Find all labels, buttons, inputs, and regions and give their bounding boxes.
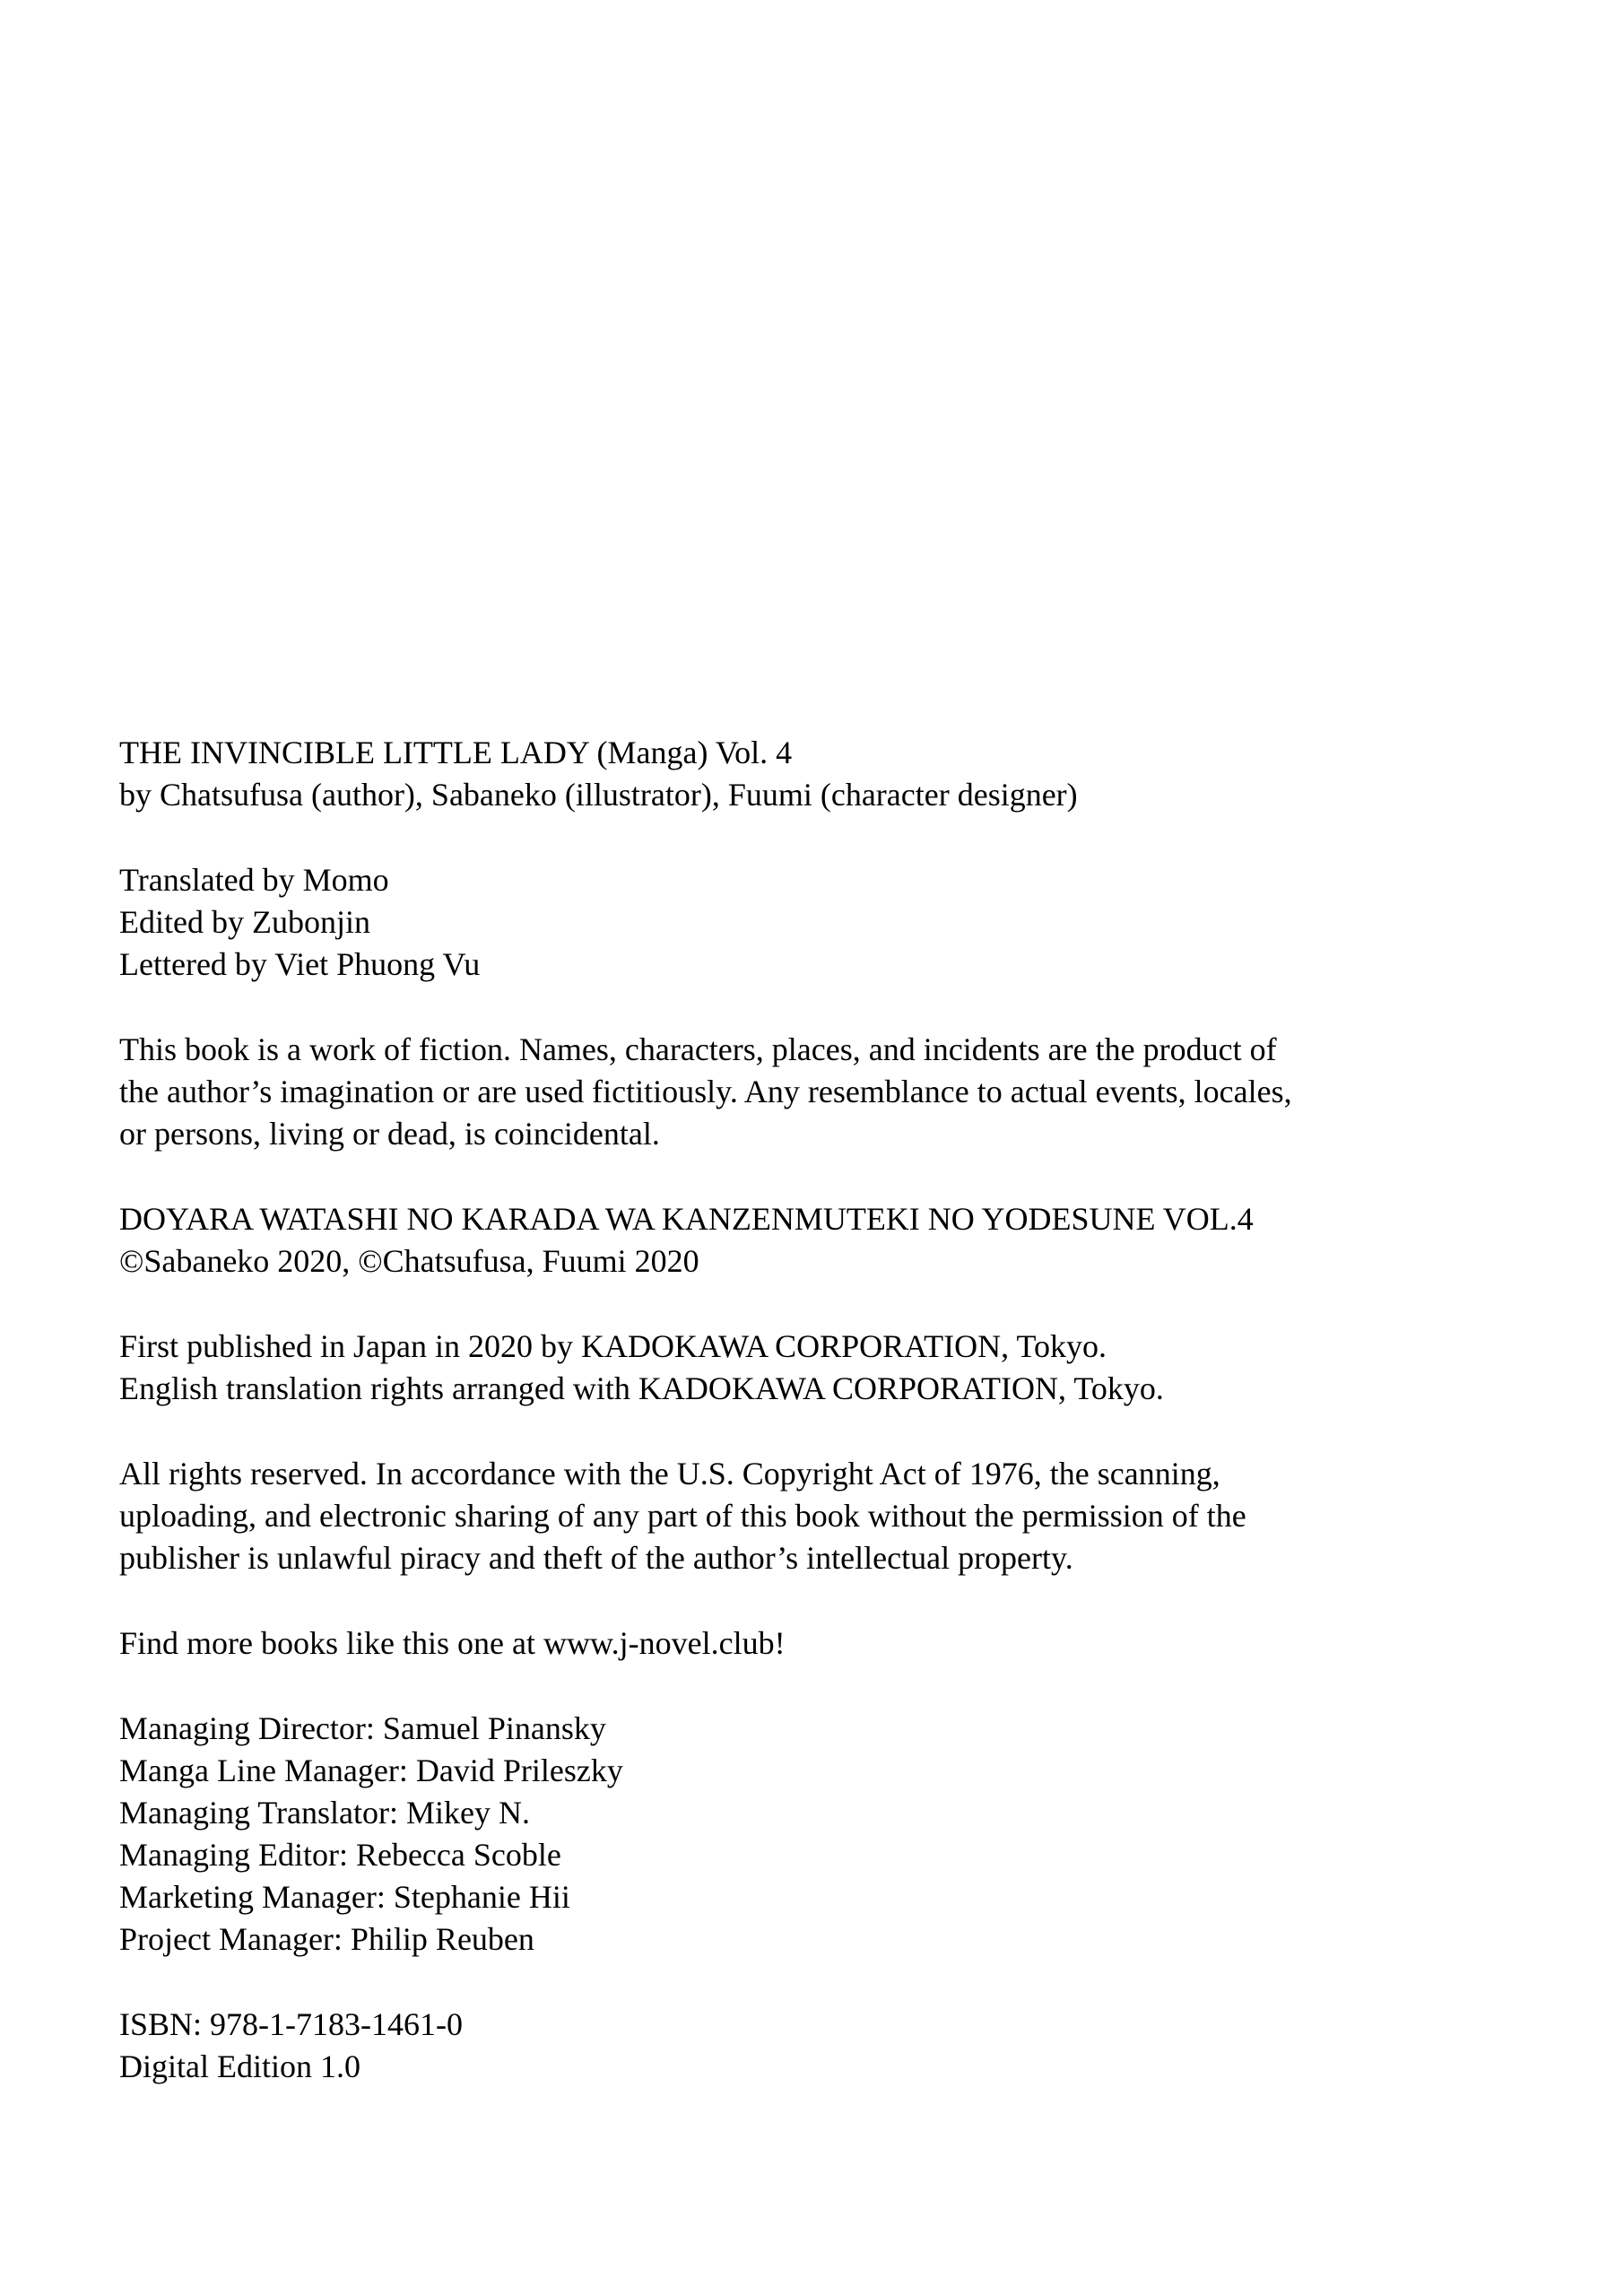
text-line: All rights reserved. In accordance with the U.S. Copyright Act of 1976, the scanning, <box>119 1456 1220 1492</box>
text-line: English translation rights arranged with KADOKAWA CORPORATION, Tokyo. <box>119 1370 1164 1406</box>
text-line: ISBN: 978-1-7183-1461-0 <box>119 2006 463 2042</box>
text-line: or persons, living or dead, is coincidental. <box>119 1116 660 1152</box>
text-line: Lettered by Viet Phuong Vu <box>119 946 481 982</box>
text-line: Managing Editor: Rebecca Scoble <box>119 1837 561 1873</box>
text-line: Managing Director: Samuel Pinansky <box>119 1710 606 1746</box>
text-line: Translated by Momo <box>119 862 389 898</box>
text-line: This book is a work of fiction. Names, characters, places, and incidents are the product of <box>119 1031 1277 1067</box>
company-credits <box>119 1708 1464 1961</box>
book-title-and-authors <box>119 732 1464 816</box>
localization-credits <box>119 859 1464 986</box>
text-line: uploading, and electronic sharing of any part of this book without the permission of the <box>119 1498 1246 1534</box>
text-line: Manga Line Manager: David Prileszky <box>119 1752 623 1788</box>
text-line: DOYARA WATASHI NO KARADA WA KANZENMUTEKI NO YODESUNE VOL.4 <box>119 1201 1254 1237</box>
text-line: publisher is unlawful piracy and theft of the author’s intellectual property. <box>119 1540 1073 1576</box>
text-line: Find more books like this one at www.j-novel.club! <box>119 1625 786 1661</box>
text-line: Marketing Manager: Stephanie Hii <box>119 1879 570 1915</box>
original-title-copyright <box>119 1198 1464 1283</box>
publication-info <box>119 1326 1464 1410</box>
text-line: the author’s imagination or are used fictitiously. Any resemblance to actual events, locales, <box>119 1074 1292 1109</box>
text-line: Managing Translator: Mikey N. <box>119 1795 530 1831</box>
text-line: ©Sabaneko 2020, ©Chatsufusa, Fuumi 2020 <box>119 1243 699 1279</box>
rights-notice <box>119 1453 1464 1579</box>
text-line: Digital Edition 1.0 <box>119 2048 360 2084</box>
text-line: First published in Japan in 2020 by KADOKAWA CORPORATION, Tokyo. <box>119 1328 1107 1364</box>
edition-info <box>119 2004 1464 2088</box>
text-line: Project Manager: Philip Reuben <box>119 1921 534 1957</box>
promo-line <box>119 1622 1464 1665</box>
fiction-disclaimer <box>119 1029 1464 1155</box>
text-line: by Chatsufusa (author), Sabaneko (illustrator), Fuumi (character designer) <box>119 777 1078 813</box>
text-line: THE INVINCIBLE LITTLE LADY (Manga) Vol. 4 <box>119 735 793 770</box>
colophon-text-block <box>119 732 1464 2088</box>
text-line: Edited by Zubonjin <box>119 904 370 940</box>
